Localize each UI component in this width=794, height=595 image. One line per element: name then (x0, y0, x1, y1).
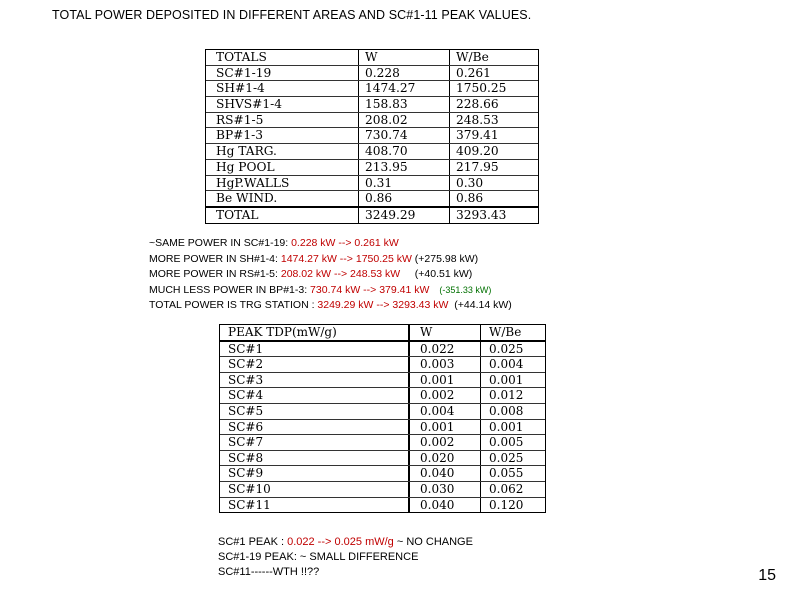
header-cell: PEAK TDP(mW/g) (220, 325, 410, 340)
value-w: 0.31 (359, 176, 450, 191)
value-wbe: 0.025 (489, 450, 524, 465)
table-row (206, 175, 538, 191)
table-row (220, 356, 545, 372)
row-label: SC#6 (220, 420, 410, 435)
row-label: SC#2 (220, 357, 410, 372)
value-w: 0.022 (410, 342, 481, 357)
value-w: 208.02 (359, 113, 450, 128)
note-value: 1474.27 kW --> 1750.25 kW (280, 252, 412, 265)
table-row (220, 340, 545, 357)
row-label: Hg TARG. (206, 144, 359, 159)
table-row (220, 403, 545, 419)
value-w: 0.002 (410, 435, 481, 450)
value-wbe: 0.30 (456, 175, 484, 190)
note-text: MUCH LESS POWER IN BP#1-3: (149, 283, 311, 296)
note-text: MORE POWER IN SH#1-4: (149, 252, 281, 265)
table-row (206, 159, 538, 175)
value-w: 0.228 (359, 66, 450, 81)
table-row (220, 450, 545, 466)
value-w: 213.95 (359, 160, 450, 175)
table-row (220, 481, 545, 497)
header-cell: TOTALS (206, 50, 359, 65)
note-line (149, 283, 512, 299)
value-w: 158.83 (359, 97, 450, 112)
value-w: 3249.29 (359, 208, 450, 223)
row-label: SC#3 (220, 373, 410, 388)
note-line (218, 535, 473, 550)
value-wbe: 217.95 (456, 159, 499, 174)
note-delta: (-351.33 kW) (429, 284, 492, 295)
row-label: SC#8 (220, 451, 410, 466)
page-number: 15 (758, 567, 776, 584)
note-text: SC#1 PEAK : (218, 536, 288, 548)
value-w: 730.74 (359, 128, 450, 143)
table-row (220, 372, 545, 388)
note-line (149, 267, 512, 283)
value-w: 0.003 (410, 357, 481, 372)
value-wbe: 0.001 (489, 419, 524, 434)
value-w: 0.86 (359, 191, 450, 206)
value-wbe: 0.001 (489, 372, 524, 387)
value-wbe: 379.41 (456, 128, 499, 143)
note-value: 208.02 kW --> 248.53 kW (280, 268, 401, 280)
note-text: TOTAL POWER IS TRG STATION : (149, 299, 318, 311)
table-row (220, 419, 545, 435)
row-label: SH#1-4 (206, 81, 359, 96)
totals-table (205, 49, 539, 224)
value-wbe: 0.008 (489, 403, 524, 418)
row-label: SC#10 (220, 482, 410, 497)
note-value: 3249.29 kW --> 3293.43 kW (317, 299, 449, 311)
row-label: SHVS#1-4 (206, 97, 359, 112)
table-row (206, 143, 538, 159)
value-wbe: 0.261 (456, 65, 491, 80)
value-wbe: 3293.43 (456, 207, 507, 222)
row-label: HgP.WALLS (206, 176, 359, 191)
note-text: ~SAME POWER IN SC#1-19: (149, 237, 292, 249)
row-label: BP#1-3 (206, 128, 359, 143)
row-label: SC#5 (220, 404, 410, 419)
note-line: SC#11------WTH !!?? (218, 566, 320, 578)
header-cell: W (359, 50, 450, 65)
note-value: 730.74 kW --> 379.41 kW (310, 283, 430, 296)
table-header-row (206, 50, 538, 65)
note-line: SC#1-19 PEAK: ~ SMALL DIFFERENCE (218, 551, 419, 563)
value-w: 1474.27 (359, 81, 450, 96)
header-cell: W/Be (456, 50, 489, 64)
value-w: 0.030 (410, 482, 481, 497)
value-wbe: 228.66 (456, 97, 499, 112)
value-wbe: 0.004 (489, 357, 524, 372)
value-wbe: 0.120 (489, 497, 524, 512)
row-label: SC#4 (220, 388, 410, 403)
value-wbe: 409.20 (456, 144, 499, 159)
note-delta: (+275.98 kW) (411, 252, 479, 265)
page-title: TOTAL POWER DEPOSITED IN DIFFERENT AREAS AND SC#1-11 PEAK VALUES. (52, 8, 532, 22)
table-row (206, 80, 538, 96)
value-wbe: 0.86 (456, 191, 484, 206)
value-w: 0.004 (410, 404, 481, 419)
header-cell: W/Be (489, 325, 522, 339)
table-row (220, 497, 545, 513)
table-row (220, 387, 545, 403)
comparison-notes (149, 236, 512, 314)
value-wbe: 0.025 (489, 341, 524, 356)
value-w: 408.70 (359, 144, 450, 159)
value-w: 0.040 (410, 498, 481, 513)
value-wbe: 0.062 (489, 481, 524, 496)
note-text: MORE POWER IN RS#1-5: (149, 268, 281, 280)
row-label: Hg POOL (206, 160, 359, 175)
note-line (149, 252, 512, 268)
table-row (206, 65, 538, 81)
value-wbe: 248.53 (456, 112, 499, 127)
value-w: 0.001 (410, 373, 481, 388)
note-value: 0.228 kW --> 0.261 kW (291, 237, 399, 249)
value-w: 0.001 (410, 420, 481, 435)
peak-notes (218, 535, 473, 580)
row-label: TOTAL (206, 208, 359, 223)
note-delta: (+44.14 kW) (448, 299, 512, 311)
note-value: 0.022 --> 0.025 mW/g (287, 536, 394, 548)
total-row (206, 206, 538, 223)
table-row (220, 434, 545, 450)
row-label: RS#1-5 (206, 113, 359, 128)
row-label: SC#9 (220, 466, 410, 481)
value-wbe: 0.012 (489, 388, 524, 403)
value-wbe: 0.055 (489, 466, 524, 481)
value-w: 0.040 (410, 466, 481, 481)
row-label: SC#1-19 (206, 66, 359, 81)
row-label: SC#1 (220, 342, 410, 357)
table-row (206, 112, 538, 128)
row-label: SC#7 (220, 435, 410, 450)
table-row (206, 190, 538, 206)
note-line (149, 236, 512, 252)
header-cell: W (410, 325, 481, 340)
row-label: Be WIND. (206, 191, 359, 206)
value-w: 0.020 (410, 451, 481, 466)
value-w: 0.002 (410, 388, 481, 403)
value-wbe: 1750.25 (456, 81, 507, 96)
table-row (206, 127, 538, 143)
table-row (220, 465, 545, 481)
table-row (206, 96, 538, 112)
table-header-row (220, 325, 545, 340)
note-line (149, 298, 512, 314)
value-wbe: 0.005 (489, 435, 524, 450)
note-text: ~ NO CHANGE (393, 536, 473, 548)
note-delta: (+40.51 kW) (400, 268, 473, 280)
row-label: SC#11 (220, 498, 410, 513)
peak-table (219, 324, 546, 513)
